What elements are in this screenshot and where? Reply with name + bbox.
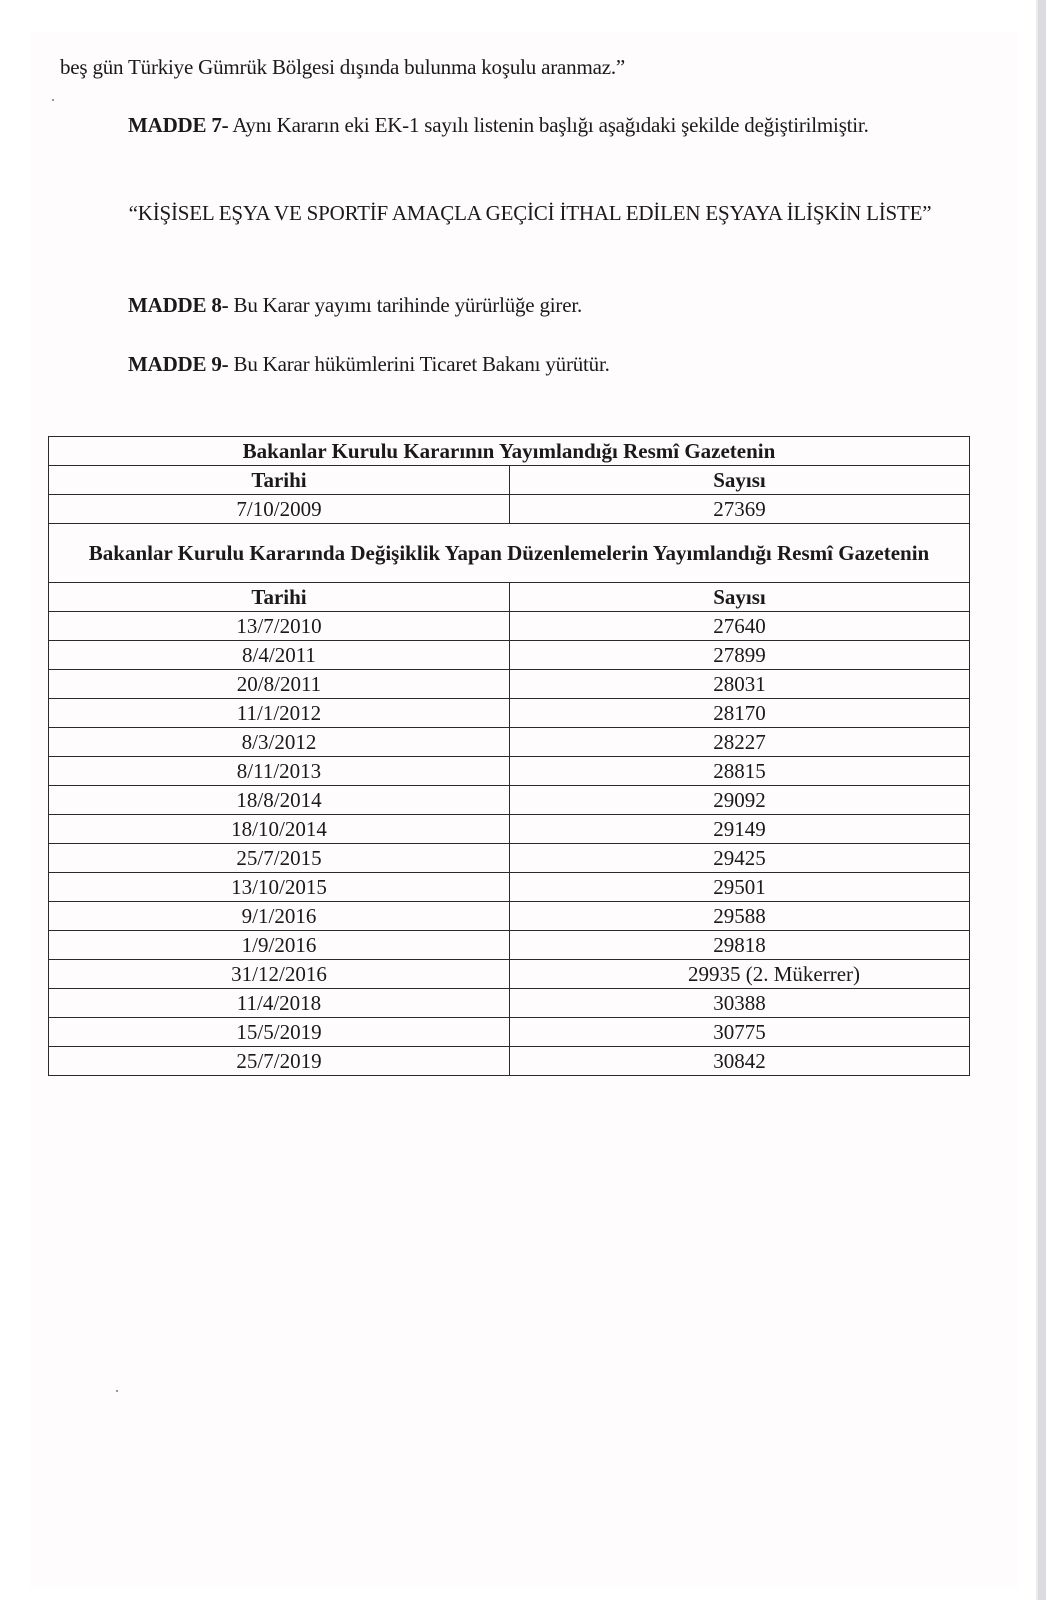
official-gazette-table xyxy=(48,436,970,1076)
cell-number: 29425 xyxy=(510,844,970,873)
section-1-data-row xyxy=(49,495,970,524)
column-header-number: Sayısı xyxy=(510,466,970,495)
cell-number: 29818 xyxy=(510,931,970,960)
table-row xyxy=(49,1047,970,1076)
cell-number: 28815 xyxy=(510,757,970,786)
page-edge-scrollbar xyxy=(1036,0,1046,1600)
scan-speck xyxy=(52,99,54,101)
cell-date: 11/1/2012 xyxy=(49,699,510,728)
article-9-paragraph xyxy=(128,349,610,379)
cell-date: 13/7/2010 xyxy=(49,612,510,641)
table-row xyxy=(49,728,970,757)
list-title: “KİŞİSEL EŞYA VE SPORTİF AMAÇLA GEÇİCİ İTHAL EDİLEN EŞYAYA İLİŞKİN LİSTE” xyxy=(128,201,932,225)
article-7-paragraph xyxy=(60,110,956,140)
section-1-title: Bakanlar Kurulu Kararının Yayımlandığı Resmî Gazetenin xyxy=(49,437,970,466)
cell-number: 27899 xyxy=(510,641,970,670)
scan-speck xyxy=(116,1390,118,1392)
article-7-text: Aynı Kararın eki EK-1 sayılı listenin başlığı aşağıdaki şekilde değiştirilmiştir. xyxy=(228,113,869,137)
section-2-title: Bakanlar Kurulu Kararında Değişiklik Yapan Düzenlemelerin Yayımlandığı Resmî Gazetenin xyxy=(49,524,970,583)
table-row xyxy=(49,960,970,989)
table-row xyxy=(49,786,970,815)
table-row xyxy=(49,902,970,931)
article-7-label: MADDE 7- xyxy=(128,113,229,137)
cell-date: 20/8/2011 xyxy=(49,670,510,699)
cell-date: 25/7/2015 xyxy=(49,844,510,873)
cell-number: 30775 xyxy=(510,1018,970,1047)
table-row xyxy=(49,873,970,902)
cell-number: 29149 xyxy=(510,815,970,844)
cell-number: 30842 xyxy=(510,1047,970,1076)
cell-date: 18/8/2014 xyxy=(49,786,510,815)
column-header-number: Sayısı xyxy=(510,583,970,612)
cell-number: 29092 xyxy=(510,786,970,815)
cell-number: 28031 xyxy=(510,670,970,699)
cell-date: 18/10/2014 xyxy=(49,815,510,844)
column-header-date: Tarihi xyxy=(49,466,510,495)
cell-number: 28227 xyxy=(510,728,970,757)
section-2-header-row xyxy=(49,583,970,612)
article-8-text: Bu Karar yayımı tarihinde yürürlüğe girer. xyxy=(228,293,583,317)
table-row xyxy=(49,699,970,728)
section-1-header-row xyxy=(49,466,970,495)
table-row xyxy=(49,989,970,1018)
table-row xyxy=(49,670,970,699)
table-row xyxy=(49,1018,970,1047)
table-row xyxy=(49,844,970,873)
cell-date: 25/7/2019 xyxy=(49,1047,510,1076)
cell-date: 9/1/2016 xyxy=(49,902,510,931)
column-header-date: Tarihi xyxy=(49,583,510,612)
cell-date: 31/12/2016 xyxy=(49,960,510,989)
table-row xyxy=(49,612,970,641)
cell-number: 30388 xyxy=(510,989,970,1018)
cell-number: 28170 xyxy=(510,699,970,728)
cell-number: 27369 xyxy=(510,495,970,524)
cell-date: 8/4/2011 xyxy=(49,641,510,670)
article-9-text: Bu Karar hükümlerini Ticaret Bakanı yürütür. xyxy=(228,352,610,376)
cell-date: 7/10/2009 xyxy=(49,495,510,524)
cell-date: 8/3/2012 xyxy=(49,728,510,757)
table-row xyxy=(49,931,970,960)
cell-number: 29935 (2. Mükerrer) xyxy=(510,960,970,989)
article-8-paragraph xyxy=(128,290,582,320)
article-9-label: MADDE 9- xyxy=(128,352,229,376)
continuation-paragraph: beş gün Türkiye Gümrük Bölgesi dışında bulunma koşulu aranmaz.” xyxy=(60,55,625,79)
table-row xyxy=(49,641,970,670)
cell-date: 8/11/2013 xyxy=(49,757,510,786)
cell-number: 29501 xyxy=(510,873,970,902)
section-2-title-row xyxy=(49,524,970,583)
cell-date: 11/4/2018 xyxy=(49,989,510,1018)
cell-date: 13/10/2015 xyxy=(49,873,510,902)
section-1-title-row xyxy=(49,437,970,466)
article-8-label: MADDE 8- xyxy=(128,293,229,317)
cell-date: 15/5/2019 xyxy=(49,1018,510,1047)
cell-number: 27640 xyxy=(510,612,970,641)
cell-number: 29588 xyxy=(510,902,970,931)
table-row xyxy=(49,815,970,844)
table-row xyxy=(49,757,970,786)
cell-date: 1/9/2016 xyxy=(49,931,510,960)
